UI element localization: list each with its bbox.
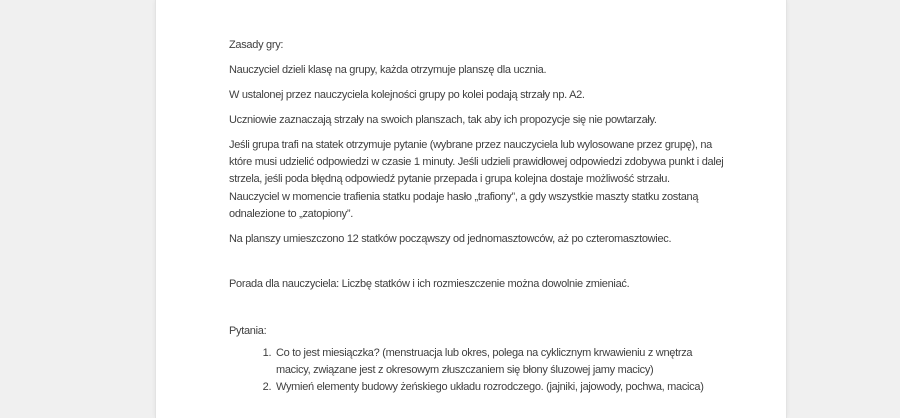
rule-paragraph: Na planszy umieszczono 12 statków począwszy od jednomasztowców, aż po czteromasztowiec. — [229, 233, 672, 245]
question-item: 2. Wymień elementy budowy żeńskiego układu rozrodczego. (jajniki, jajowody, pochwa, macica) — [274, 379, 722, 396]
question-item: 1. Co to jest miesiączka? (menstruacja lub okres, polega na cyklicznym krwawieniu z wnętrza macicy, związane jest z okresowym złuszczaniem się błony śluzowej jamy macicy) — [274, 345, 722, 379]
teacher-tip: Porada dla nauczyciela: Liczbę statków i ich rozmieszczenie można dowolnie zmieniać. — [229, 278, 630, 290]
rule-paragraph: Nauczyciel w momencie trafienia statku podaje hasło „trafiony”, a gdy wszystkie maszty statku zostaną odnalezione to „zatopiony”. — [229, 191, 699, 220]
rule-paragraph: Jeśli grupa trafi na statek otrzymuje pytanie (wybrane przez nauczyciela lub wylosowane przez grupę), na które musi udzielić odpowiedzi w czasie 1 minuty. Jeśli udzieli prawidłowej odpowiedzi zdobywa punkt i dalej strzela, jeśli poda błędną odpowiedź pytanie przepada i grupa kolejna dostaje możliwość strzału. — [229, 139, 724, 185]
rule-paragraph: Uczniowie zaznaczają strzały na swoich planszach, tak aby ich propozycje się nie powtarzały. — [229, 114, 657, 126]
questions-list — [229, 345, 732, 396]
rule-paragraph: W ustalonej przez nauczyciela kolejności grupy po kolei podają strzały np. A2. — [229, 89, 585, 101]
document-page[interactable] — [155, 0, 787, 418]
rule-paragraph: Nauczyciel dzieli klasę na grupy, każda otrzymuje planszę dla ucznia. — [229, 64, 547, 76]
document-content — [156, 0, 786, 396]
questions-title: Pytania: — [229, 325, 267, 337]
rules-title: Zasady gry: — [229, 39, 284, 51]
